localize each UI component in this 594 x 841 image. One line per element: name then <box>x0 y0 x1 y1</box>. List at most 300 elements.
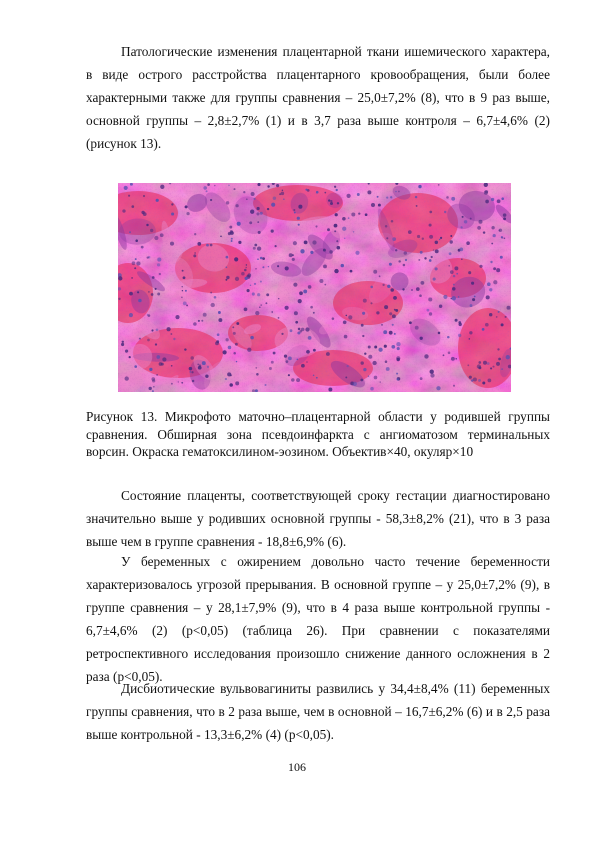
nucleus-dot <box>503 217 506 220</box>
nucleus-dot <box>424 257 426 259</box>
nucleus-dot <box>470 304 473 307</box>
nucleus-dot <box>298 328 301 331</box>
nucleus-dot <box>357 193 360 196</box>
nucleus-dot <box>256 373 259 376</box>
nucleus-dot <box>305 327 309 331</box>
nucleus-dot <box>245 277 248 280</box>
page-number: 106 <box>288 760 306 774</box>
nucleus-dot <box>386 367 390 371</box>
nucleus-dot <box>149 387 152 390</box>
nucleus-dot <box>396 373 398 375</box>
nucleus-dot <box>458 296 460 298</box>
nucleus-dot <box>205 374 208 377</box>
nucleus-dot <box>461 258 463 260</box>
nucleus-dot <box>469 376 472 379</box>
nucleus-dot <box>489 313 492 316</box>
nucleus-dot <box>368 346 371 349</box>
nucleus-dot <box>382 284 384 286</box>
nucleus-dot <box>346 315 348 317</box>
nucleus-dot <box>149 368 152 371</box>
nucleus-dot <box>222 350 226 354</box>
nucleus-dot <box>278 317 280 319</box>
nucleus-dot <box>147 339 150 342</box>
nucleus-dot <box>129 313 133 317</box>
nucleus-dot <box>255 311 259 315</box>
nucleus-dot <box>293 241 297 245</box>
nucleus-dot <box>194 233 196 235</box>
nucleus-dot <box>384 305 388 309</box>
nucleus-dot <box>498 311 500 313</box>
nucleus-dot <box>281 333 283 335</box>
nucleus-dot <box>496 268 500 272</box>
nucleus-dot <box>454 266 458 270</box>
nucleus-dot <box>334 269 338 273</box>
nucleus-dot <box>231 238 233 240</box>
nucleus-dot <box>128 195 130 197</box>
nucleus-dot <box>249 221 252 224</box>
nucleus-dot <box>171 383 173 385</box>
nucleus-dot <box>235 204 238 207</box>
nucleus-dot <box>181 286 182 287</box>
nucleus-dot <box>424 354 428 358</box>
nucleus-dot <box>227 372 231 376</box>
nucleus-dot <box>397 347 400 350</box>
nucleus-dot <box>306 361 308 363</box>
nucleus-dot <box>283 198 285 200</box>
nucleus-dot <box>436 386 440 390</box>
nucleus-dot <box>452 296 456 300</box>
nucleus-dot <box>151 293 154 296</box>
nucleus-dot <box>402 288 404 290</box>
nucleus-dot <box>360 379 363 382</box>
nucleus-dot <box>395 191 396 192</box>
nucleus-dot <box>189 367 192 370</box>
nucleus-dot <box>343 321 347 325</box>
nucleus-dot <box>153 386 155 388</box>
nucleus-dot <box>505 316 507 318</box>
nucleus-dot <box>420 251 423 254</box>
nucleus-dot <box>135 258 137 260</box>
nucleus-dot <box>324 284 326 286</box>
nucleus-dot <box>416 205 418 207</box>
nucleus-dot <box>490 261 492 263</box>
nucleus-dot <box>496 316 498 318</box>
nucleus-dot <box>268 266 269 267</box>
nucleus-dot <box>260 304 262 306</box>
nucleus-dot <box>396 342 400 346</box>
nucleus-dot <box>373 270 377 274</box>
nucleus-dot <box>282 190 283 191</box>
nucleus-dot <box>433 278 436 281</box>
nucleus-dot <box>453 284 455 286</box>
nucleus-dot <box>345 376 347 378</box>
nucleus-dot <box>225 338 228 341</box>
nucleus-dot <box>310 306 313 309</box>
nucleus-dot <box>429 259 432 262</box>
nucleus-dot <box>308 336 312 340</box>
nucleus-dot <box>218 311 221 314</box>
nucleus-dot <box>258 231 261 234</box>
nucleus-dot <box>396 358 399 361</box>
nucleus-dot <box>235 277 239 281</box>
nucleus-dot <box>190 356 193 359</box>
nucleus-dot <box>271 203 275 207</box>
nucleus-dot <box>430 373 434 377</box>
nucleus-dot <box>210 199 212 201</box>
nucleus-dot <box>479 265 482 268</box>
nucleus-dot <box>256 207 259 210</box>
nucleus-dot <box>353 382 357 386</box>
nucleus-dot <box>290 329 293 332</box>
nucleus-dot <box>367 190 371 194</box>
nucleus-dot <box>186 304 188 306</box>
nucleus-dot <box>185 205 188 208</box>
nucleus-dot <box>329 250 333 254</box>
nucleus-dot <box>503 213 507 217</box>
nucleus-dot <box>501 236 503 238</box>
nucleus-dot <box>395 309 398 312</box>
nucleus-dot <box>182 290 183 291</box>
paragraph-ischemic-changes: Патологические изменения плацентарной ткани ишемического характера, в виде острого расстройства плацентарного кровообращения, были более характерными также для группы сравнения – 25,0±7,2% (8), что в 9 раз выше, основной группы – 2,8±2,7% (1) и в 3,7 раза выше контроля – 6,7±4,6% (2) (рисунок 13). <box>86 44 550 151</box>
nucleus-dot <box>439 239 440 240</box>
nucleus-dot <box>380 381 381 382</box>
nucleus-dot <box>134 267 136 269</box>
nucleus-dot <box>348 315 352 319</box>
nucleus-dot <box>450 270 454 274</box>
nucleus-dot <box>284 355 287 358</box>
nucleus-dot <box>260 257 263 260</box>
nucleus-dot <box>121 343 124 346</box>
nucleus-dot <box>496 362 500 366</box>
nucleus-dot <box>138 299 142 303</box>
nucleus-dot <box>459 248 463 252</box>
nucleus-dot <box>271 311 273 313</box>
nucleus-dot <box>229 383 233 387</box>
nucleus-dot <box>443 354 445 356</box>
nucleus-dot <box>433 249 434 250</box>
nucleus-dot <box>313 375 315 377</box>
nucleus-dot <box>143 195 145 197</box>
nucleus-dot <box>233 188 235 190</box>
nucleus-dot <box>159 362 163 366</box>
nucleus-dot <box>501 368 503 370</box>
nucleus-dot <box>435 267 438 270</box>
nucleus-dot <box>342 217 346 221</box>
nucleus-dot <box>451 197 455 201</box>
nucleus-dot <box>181 382 183 384</box>
nucleus-dot <box>159 273 161 275</box>
nucleus-dot <box>160 185 164 189</box>
nucleus-dot <box>482 328 485 331</box>
nucleus-dot <box>296 378 300 382</box>
nucleus-dot <box>256 212 259 215</box>
nucleus-dot <box>468 271 471 274</box>
nucleus-dot <box>469 338 471 340</box>
nucleus-dot <box>316 191 319 194</box>
nucleus-dot <box>323 264 327 268</box>
nucleus-dot <box>250 336 254 340</box>
nucleus-dot <box>474 296 476 298</box>
nucleus-dot <box>443 295 447 299</box>
nucleus-dot <box>155 288 157 290</box>
nucleus-dot <box>246 198 248 200</box>
nucleus-dot <box>346 365 348 367</box>
nucleus-dot <box>237 222 241 226</box>
nucleus-dot <box>267 208 269 210</box>
nucleus-dot <box>260 212 263 215</box>
nucleus-dot <box>386 196 388 198</box>
nucleus-dot <box>214 296 217 299</box>
nucleus-dot <box>229 226 232 229</box>
nucleus-dot <box>387 285 390 288</box>
nucleus-dot <box>374 346 377 349</box>
nucleus-dot <box>385 360 388 363</box>
nucleus-dot <box>501 197 504 200</box>
nucleus-dot <box>415 196 417 198</box>
nucleus-dot <box>185 290 187 292</box>
nucleus-dot <box>393 296 397 300</box>
nucleus-dot <box>260 281 262 283</box>
nucleus-dot <box>420 337 423 340</box>
nucleus-dot <box>500 256 503 259</box>
nucleus-dot <box>435 249 439 253</box>
nucleus-dot <box>228 185 229 186</box>
nucleus-dot <box>293 209 295 211</box>
nucleus-dot <box>238 241 241 244</box>
nucleus-dot <box>411 289 413 291</box>
nucleus-dot <box>362 312 365 315</box>
nucleus-dot <box>236 361 237 362</box>
nucleus-dot <box>234 257 238 261</box>
nucleus-dot <box>482 381 485 384</box>
nucleus-dot <box>160 233 164 237</box>
nucleus-dot <box>233 352 236 355</box>
nucleus-dot <box>371 203 375 207</box>
nucleus-dot <box>171 203 173 205</box>
nucleus-dot <box>148 291 150 293</box>
nucleus-dot <box>392 237 396 241</box>
nucleus-dot <box>257 258 259 260</box>
nucleus-dot <box>344 335 348 339</box>
nucleus-dot <box>462 216 464 218</box>
nucleus-dot <box>255 367 257 369</box>
micrograph-image <box>118 183 511 392</box>
nucleus-dot <box>467 364 469 366</box>
nucleus-dot <box>451 357 455 361</box>
nucleus-dot <box>198 366 202 370</box>
nucleus-dot <box>404 251 407 254</box>
nucleus-dot <box>170 333 172 335</box>
paragraph-vulvovaginitis: Дисбиотические вульвовагиниты развились у 34,4±8,4% (11) беременных группы сравнения, что в 2 раза выше, чем в основной – 16,7±6,2% (6) и в 2,5 раза выше контрольной - 13,3±6,2% (4) (p<0,05). <box>86 681 550 742</box>
nucleus-dot <box>197 242 201 246</box>
nucleus-dot <box>368 355 372 359</box>
nucleus-dot <box>427 309 430 312</box>
nucleus-dot <box>378 204 381 207</box>
nucleus-dot <box>384 345 387 348</box>
nucleus-dot <box>455 358 457 360</box>
nucleus-dot <box>150 229 153 232</box>
nucleus-dot <box>257 183 260 186</box>
nucleus-dot <box>398 260 400 262</box>
nucleus-dot <box>194 252 196 254</box>
nucleus-dot <box>361 324 364 327</box>
nucleus-dot <box>341 264 344 267</box>
nucleus-dot <box>252 292 255 295</box>
nucleus-dot <box>170 242 174 246</box>
nucleus-dot <box>146 224 148 226</box>
nucleus-dot <box>267 185 269 187</box>
nucleus-dot <box>141 211 144 214</box>
nucleus-dot <box>330 200 332 202</box>
nucleus-dot <box>491 198 494 201</box>
nucleus-dot <box>251 192 255 196</box>
nucleus-dot <box>450 235 452 237</box>
nucleus-dot <box>243 191 245 193</box>
paragraph-obesity-pregnancy: У беременных с ожирением довольно часто течение беременности характеризовалось угрозой прерывания. В основной группе – у 25,0±7,2% (9), в группе сравнения – у 28,1±7,9% (9), что в 4 раза выше контрольной группы - 6,7±4,6% (2) (p<0,05) (таблица 26). При сравнении с показателями ретроспективного исследования произошло снижение данного осложнения в 2 раза (p<0,05). <box>86 554 550 684</box>
nucleus-dot <box>151 377 155 381</box>
nucleus-dot <box>491 226 494 229</box>
nucleus-dot <box>440 237 442 239</box>
nucleus-dot <box>135 239 138 242</box>
nucleus-dot <box>507 306 511 310</box>
nucleus-dot <box>173 338 175 340</box>
nucleus-dot <box>273 352 276 355</box>
nucleus-dot <box>166 327 170 331</box>
nucleus-dot <box>250 210 254 214</box>
nucleus-dot <box>269 367 272 370</box>
nucleus-dot <box>408 230 412 234</box>
nucleus-dot <box>348 217 350 219</box>
nucleus-dot <box>439 305 442 308</box>
nucleus-dot <box>365 213 368 216</box>
nucleus-dot <box>254 283 256 285</box>
nucleus-dot <box>184 348 186 350</box>
nucleus-dot <box>491 243 493 245</box>
nucleus-dot <box>472 298 475 301</box>
nucleus-dot <box>488 379 492 383</box>
nucleus-dot <box>132 261 136 265</box>
nucleus-dot <box>297 217 300 220</box>
nucleus-dot <box>220 235 222 237</box>
nucleus-dot <box>129 231 131 233</box>
nucleus-dot <box>306 350 310 354</box>
nucleus-dot <box>419 294 422 297</box>
nucleus-dot <box>370 302 372 304</box>
nucleus-dot <box>389 263 392 266</box>
nucleus-dot <box>489 288 492 291</box>
nucleus-dot <box>353 231 354 232</box>
nucleus-dot <box>293 283 297 287</box>
nucleus-dot <box>405 259 407 261</box>
nucleus-dot <box>316 377 318 379</box>
nucleus-dot <box>392 314 396 318</box>
nucleus-dot <box>271 361 274 364</box>
nucleus-dot <box>297 359 299 361</box>
nucleus-dot <box>244 269 247 272</box>
nucleus-dot <box>386 237 388 239</box>
nucleus-dot <box>250 285 251 286</box>
nucleus-dot <box>265 302 267 304</box>
nucleus-dot <box>323 249 326 252</box>
paragraph-placenta-state: Состояние плаценты, соответствующей сроку гестации диагностировано значительно выше у родивших основной группы - 58,3±8,2% (21), что в 3 раза выше чем в группе сравнения - 18,8±6,9% (6). <box>86 488 550 549</box>
nucleus-dot <box>211 303 215 307</box>
nucleus-dot <box>207 183 210 186</box>
nucleus-dot <box>415 326 419 330</box>
nucleus-dot <box>418 259 420 261</box>
nucleus-dot <box>156 199 159 202</box>
nucleus-dot <box>471 282 474 285</box>
nucleus-dot <box>487 282 491 286</box>
nucleus-dot <box>129 292 133 296</box>
nucleus-dot <box>183 302 187 306</box>
nucleus-dot <box>363 368 366 371</box>
nucleus-dot <box>498 358 501 361</box>
nucleus-dot <box>210 292 212 294</box>
nucleus-dot <box>361 361 364 364</box>
nucleus-dot <box>118 298 120 300</box>
nucleus-dot <box>336 189 338 191</box>
nucleus-dot <box>206 190 208 192</box>
nucleus-dot <box>122 209 125 212</box>
nucleus-dot <box>241 272 245 276</box>
figure-caption: Рисунок 13. Микрофото маточно–плацентарной области у родившей группы сравнения. Обширная зона псевдоинфаркта с ангиоматозом терминальных ворсин. Окраска гематоксилином-эозином. Объектив×40, окуляр×10 <box>86 409 550 459</box>
nucleus-dot <box>328 199 330 201</box>
nucleus-dot <box>485 190 488 193</box>
nucleus-dot <box>470 218 472 220</box>
nucleus-dot <box>232 326 234 328</box>
nucleus-dot <box>236 322 239 325</box>
nucleus-dot <box>377 196 379 198</box>
nucleus-dot <box>483 231 485 233</box>
nucleus-dot <box>368 375 369 376</box>
nucleus-dot <box>334 224 338 228</box>
nucleus-dot <box>207 366 209 368</box>
nucleus-dot <box>478 366 481 369</box>
nucleus-dot <box>335 213 338 216</box>
nucleus-dot <box>289 253 293 257</box>
nucleus-dot <box>346 194 350 198</box>
nucleus-dot <box>124 186 128 190</box>
nucleus-dot <box>438 332 441 335</box>
nucleus-dot <box>350 270 353 273</box>
nucleus-dot <box>125 376 129 380</box>
nucleus-dot <box>262 257 265 260</box>
nucleus-dot <box>372 361 376 365</box>
nucleus-dot <box>193 254 196 257</box>
micrograph-grain <box>118 183 511 392</box>
nucleus-dot <box>455 319 458 322</box>
nucleus-dot <box>197 363 199 365</box>
nucleus-dot <box>181 297 183 299</box>
nucleus-dot <box>226 276 229 279</box>
nucleus-dot <box>363 299 367 303</box>
nucleus-dot <box>385 225 388 228</box>
nucleus-dot <box>485 200 489 204</box>
nucleus-dot <box>122 341 124 343</box>
nucleus-dot <box>299 291 303 295</box>
nucleus-dot <box>485 323 489 327</box>
nucleus-dot <box>471 379 474 382</box>
nucleus-dot <box>147 314 149 316</box>
nucleus-dot <box>422 238 424 240</box>
nucleus-dot <box>390 288 394 292</box>
nucleus-dot <box>304 241 308 245</box>
nucleus-dot <box>155 343 157 345</box>
nucleus-dot <box>351 213 355 217</box>
nucleus-dot <box>277 265 279 267</box>
nucleus-dot <box>264 384 266 386</box>
nucleus-dot <box>254 244 257 247</box>
